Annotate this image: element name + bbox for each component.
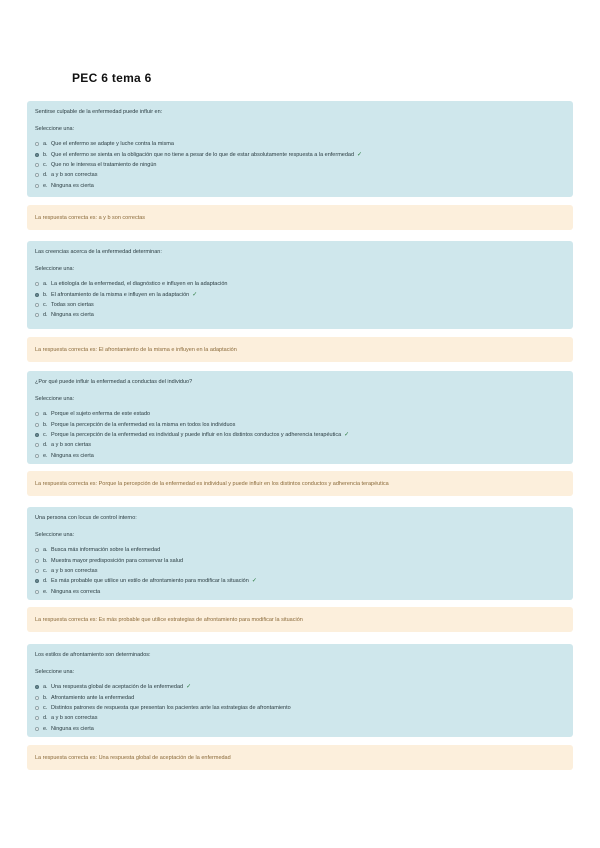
answer-option[interactable]: b. El afrontamiento de la misma e influyen en la adaptación ✓ [35, 289, 565, 299]
radio-button[interactable] [35, 173, 39, 177]
feedback-box-4 [27, 607, 573, 632]
radio-button[interactable] [35, 716, 39, 720]
radio-button[interactable] [35, 443, 39, 447]
question-text: ¿Por qué puede influir la enfermedad a conductas del individuo? [35, 379, 193, 385]
question-card-2 [27, 241, 573, 329]
answer-option[interactable]: b. Afrontamiento ante la enfermedad [35, 692, 565, 702]
radio-button-selected[interactable] [35, 293, 39, 297]
feedback-box-1 [27, 205, 573, 230]
radio-button[interactable] [35, 569, 39, 573]
question-text: Las creencias acerca de la enfermedad determinan: [35, 249, 162, 255]
select-prompt: Seleccione una: [35, 396, 75, 402]
feedback-text: La respuesta correcta es: Una respuesta global de aceptación de la enfermedad [35, 754, 231, 761]
answer-option[interactable]: a. Una respuesta global de aceptación de la enfermedad ✓ [35, 682, 565, 692]
radio-button[interactable] [35, 727, 39, 731]
answer-option[interactable]: a. Porque el sujeto enferma de este estado [35, 409, 565, 419]
radio-button[interactable] [35, 548, 39, 552]
select-prompt: Seleccione una: [35, 266, 75, 272]
radio-button[interactable] [35, 454, 39, 458]
radio-button[interactable] [35, 313, 39, 317]
answer-option[interactable]: b. Muestra mayor predisposición para conservar la salud [35, 555, 565, 565]
question-card-3 [27, 371, 573, 464]
answer-option[interactable]: c. a y b son correctas [35, 566, 565, 576]
answer-option[interactable]: a. Que el enfermo se adapte y luche contra la misma [35, 139, 565, 149]
radio-button[interactable] [35, 184, 39, 188]
question-card-1 [27, 101, 573, 197]
radio-button-selected[interactable] [35, 579, 39, 583]
answer-option[interactable]: c. Todas son ciertas [35, 300, 565, 310]
answer-option[interactable]: d. a y b son ciertas [35, 440, 565, 450]
answer-option[interactable]: d. Es más probable que utilice un estilo de afrontamiento para modificar la situación ✓ [35, 576, 565, 586]
radio-button[interactable] [35, 142, 39, 146]
radio-button[interactable] [35, 706, 39, 710]
question-card-4 [27, 507, 573, 600]
radio-button[interactable] [35, 559, 39, 563]
select-prompt: Seleccione una: [35, 532, 75, 538]
answer-option[interactable]: e. Ninguna es cierta [35, 451, 565, 461]
radio-button[interactable] [35, 412, 39, 416]
correct-check-icon: ✓ [357, 151, 363, 158]
question-text: Los estilos de afrontamiento son determinados: [35, 652, 151, 658]
feedback-text: La respuesta correcta es: Porque la percepción de la enfermedad es individual y puede influir en los distintos conductos y adherencia terapéutica [35, 480, 389, 487]
answer-option[interactable]: c. Distintos patrones de respuesta que presentan los pacientes ante las estrategias de afrontamiento [35, 703, 565, 713]
radio-button-selected[interactable] [35, 433, 39, 437]
radio-button[interactable] [35, 282, 39, 286]
answer-option[interactable]: b. Que el enfermo se sienta en la obligación que no tiene a pesar de lo que de estar absolutamente respuesta a la enfermedad ✓ [35, 149, 565, 159]
answer-option[interactable]: e. Ninguna es cierta [35, 724, 565, 734]
radio-button[interactable] [35, 163, 39, 167]
select-prompt: Seleccione una: [35, 669, 75, 675]
answer-option[interactable]: e. Ninguna es cierta [35, 181, 565, 191]
feedback-text: La respuesta correcta es: a y b son correctas [35, 214, 146, 221]
radio-button-selected[interactable] [35, 153, 39, 157]
answer-option[interactable]: b. Porque la percepción de la enfermedad es la misma en todos los individuos [35, 419, 565, 429]
radio-button[interactable] [35, 423, 39, 427]
feedback-box-3 [27, 471, 573, 496]
feedback-box-5 [27, 745, 573, 770]
correct-check-icon: ✓ [251, 578, 257, 585]
feedback-text: La respuesta correcta es: Es más probable que utilice estrategias de afrontamiento para modificar la situación [35, 616, 303, 623]
correct-check-icon: ✓ [192, 291, 198, 298]
radio-button[interactable] [35, 696, 39, 700]
correct-check-icon: ✓ [344, 431, 350, 438]
radio-button[interactable] [35, 590, 39, 594]
feedback-box-2 [27, 337, 573, 362]
answer-option[interactable]: e. Ninguna es correcta [35, 587, 565, 597]
question-text: Sentirse culpable de la enfermedad puede influir en: [35, 109, 163, 115]
radio-button-selected[interactable] [35, 685, 39, 689]
answer-option[interactable]: d. Ninguna es cierta [35, 310, 565, 320]
answer-option[interactable]: c. Que no le interesa el tratamiento de ningún [35, 160, 565, 170]
answer-option[interactable]: c. Porque la percepción de la enfermedad es individual y puede influir en los distintos conductos y adherencia terapéutica ✓ [35, 430, 565, 440]
answer-option[interactable]: a. La etiología de la enfermedad, el diagnóstico e influyen en la adaptación [35, 279, 565, 289]
answer-option[interactable]: a. Busca más información sobre la enfermedad [35, 545, 565, 555]
correct-check-icon: ✓ [186, 684, 192, 691]
answer-option[interactable]: d. a y b son correctas [35, 713, 565, 723]
question-text: Una persona con locus de control interno: [35, 515, 137, 521]
radio-button[interactable] [35, 303, 39, 307]
feedback-text: La respuesta correcta es: El afrontamiento de la misma e influyen en la adaptación [35, 346, 237, 353]
answer-option[interactable]: d. a y b son correctas [35, 170, 565, 180]
page-title: PEC 6 tema 6 [72, 71, 152, 85]
question-card-5 [27, 644, 573, 737]
select-prompt: Seleccione una: [35, 126, 75, 132]
